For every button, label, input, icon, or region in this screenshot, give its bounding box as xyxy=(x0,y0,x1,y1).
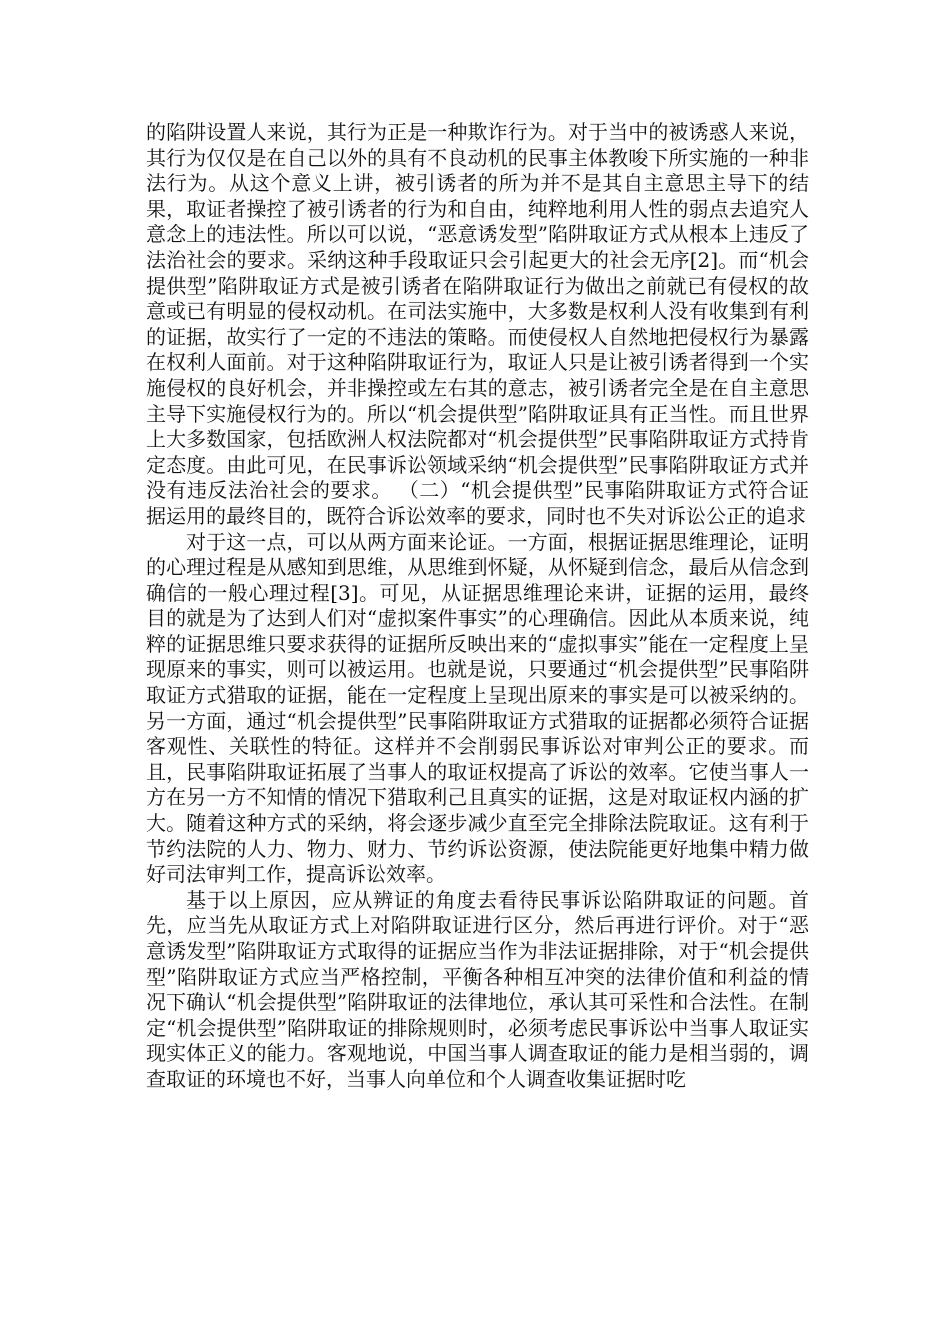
paragraph-3: 基于以上原因，应从辨证的角度去看待民事诉讼陷阱取证的问题。首先，应当先从取证方式上对陷阱取证进行区分，然后再进行评价。对于“恶意诱发型”陷阱取证方式取得的证据应当作为非法证据排除，对于“机会提供型”陷阱取证方式应当严格控制，平衡各种相互冲突的法律价值和利益的情况下确认“机会提供型”陷阱取证的法律地位，承认其可采性和合法性。在制定“机会提供型”陷阱取证的排除规则时，必须考虑民事诉讼中当事人取证实现实体正义的能力。客观地说，中国当事人调查取证的能力是相当弱的，调查取证的环境也不好，当事人向单位和个人调查收集证据时吃 xyxy=(146,887,809,1091)
paragraph-2: 对于这一点，可以从两方面来论证。一方面，根据证据思维理论，证明的心理过程是从感知到思维，从思维到怀疑，从怀疑到信念，最后从信念到确信的一般心理过程[3]。可见，从证据思维理论来讲，证据的运用，最终目的就是为了达到人们对“虚拟案件事实”的心理确信。因此从本质来说，纯粹的证据思维只要求获得的证据所反映出来的“虚拟事实”能在一定程度上呈现原来的事实，则可以被运用。也就是说，只要通过“机会提供型”民事陷阱取证方式猎取的证据，能在一定程度上呈现出原来的事实是可以被采纳的。另一方面，通过“机会提供型”民事陷阱取证方式猎取的证据都必须符合证据客观性、关联性的特征。这样并不会削弱民事诉讼对审判公正的要求。而且，民事陷阱取证拓展了当事人的取证权提高了诉讼的效率。它使当事人一方在另一方不知情的情况下猎取利己且真实的证据，这是对取证权内涵的扩大。随着这种方式的采纳，将会逐步减少直至完全排除法院取证。这有利于节约法院的人力、物力、财力、节约诉讼资源，使法院能更好地集中精力做好司法审判工作，提高诉讼效率。 xyxy=(146,529,809,887)
paragraph-1: 的陷阱设置人来说，其行为正是一种欺诈行为。对于当中的被诱惑人来说，其行为仅仅是在自己以外的具有不良动机的民事主体教唆下所实施的一种非法行为。从这个意义上讲，被引诱者的所为并不是其自主意思主导下的结果，取证者操控了被引诱者的行为和自由，纯粹地利用人性的弱点去追究人意念上的违法性。所以可以说，“恶意诱发型”陷阱取证方式从根本上违反了法治社会的要求。采纳这种手段取证只会引起更大的社会无序[2]。而“机会提供型”陷阱取证方式是被引诱者在陷阱取证行为做出之前就已有侵权的故意或已有明显的侵权动机。在司法实施中，大多数是权利人没有收集到有利的证据，故实行了一定的不违法的策略。而使侵权人自然地把侵权行为暴露在权利人面前。对于这种陷阱取证行为，取证人只是让被引诱者得到一个实施侵权的良好机会，并非操控或左右其的意志，被引诱者完全是在自主意思主导下实施侵权行为的。所以“机会提供型”陷阱取证具有正当性。而且世界上大多数国家，包括欧洲人权法院都对“机会提供型”民事陷阱取证方式持肯定态度。由此可见，在民事诉讼领域采纳“机会提供型”民事陷阱取证方式并没有违反法治社会的要求。 （二）“机会提供型”民事陷阱取证方式符合证据运用的最终目的，既符合诉讼效率的要求，同时也不失对诉讼公正的追求 xyxy=(146,120,809,528)
document-page xyxy=(146,120,809,1093)
